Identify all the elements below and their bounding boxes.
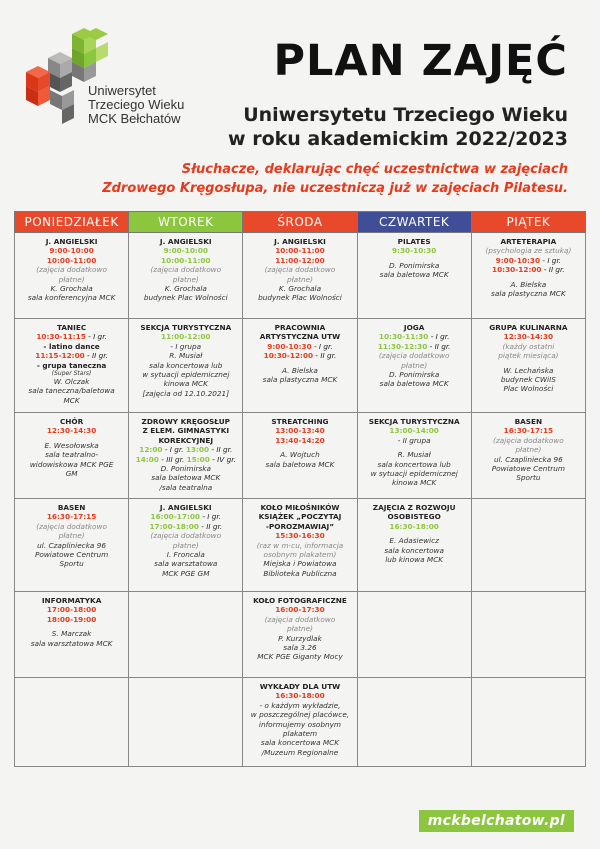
empty-cell — [129, 592, 243, 678]
class-cell — [471, 413, 585, 499]
class-time-line — [139, 445, 232, 454]
class-title: CHÓR — [59, 417, 84, 426]
logo-text — [88, 84, 184, 126]
class-title: WYKŁADY DLA UTW — [259, 682, 341, 691]
class-note: (zajęcia dodatkowo — [150, 531, 222, 541]
class-title: ARTYSTYCZNA UTW — [259, 332, 341, 342]
class-location: sala koncertowa lub — [149, 360, 223, 370]
class-instructor: K. Grochala — [50, 284, 93, 294]
day-header-thursday: CZWARTEK — [357, 212, 471, 233]
class-location: Sportu — [516, 473, 541, 483]
class-title: INFORMATYKA — [41, 596, 102, 605]
class-time: 15:00 — [186, 454, 210, 464]
class-instructor: D. Ponimirska — [160, 464, 211, 474]
class-time: 10:30-12:00 — [263, 351, 314, 361]
class-group: - I gr. — [162, 445, 186, 455]
class-location: /Muzeum Regionalne — [261, 747, 339, 757]
class-title: ZDROWY KRĘGOSŁUP — [141, 417, 230, 426]
day-header-monday: PONIEDZIAŁEK — [15, 212, 129, 233]
class-group: - II gr. — [313, 351, 337, 361]
page-title: PLAN ZAJĘĆ — [273, 36, 568, 86]
class-location: sala taneczna/baletowa — [28, 386, 115, 396]
class-time: 12:30-14:30 — [503, 332, 554, 342]
class-group: - II grupa — [397, 435, 431, 445]
class-note: płatne) — [172, 274, 199, 284]
class-cell — [357, 413, 471, 499]
class-title: BASEN — [514, 417, 543, 426]
class-title: BASEN — [57, 503, 86, 512]
class-time-line — [267, 342, 332, 351]
class-time-line — [35, 351, 108, 360]
class-title: ARTETERAPIA — [500, 237, 557, 246]
class-location: budynek Plac Wolności — [258, 293, 342, 303]
class-location: sala baletowa MCK — [379, 270, 449, 280]
class-location: lub kinowa MCK — [385, 555, 444, 565]
class-group: - I gr. — [311, 341, 333, 351]
class-location: sala koncertowa — [384, 545, 444, 555]
class-time: 9:00-10:00 — [163, 246, 208, 256]
class-time: 16:30-18:00 — [275, 691, 325, 701]
class-note: (zajęcia dodatkowo — [36, 521, 107, 531]
class-time-line — [264, 351, 337, 360]
class-note: płatne) — [58, 274, 85, 284]
class-instructor: E. Adasiewicz — [389, 536, 439, 546]
class-instructor: A. Wojtuch — [280, 450, 320, 460]
class-location: w sytuacji epidemicznej — [142, 370, 230, 380]
class-instructor: P. Kurzydlak — [278, 633, 322, 643]
class-location: sala baletowa MCK — [265, 459, 335, 469]
class-cell — [243, 499, 357, 592]
table-row — [15, 678, 586, 767]
class-cell — [243, 678, 357, 767]
class-time-line — [36, 332, 107, 341]
class-title: KOREKCYJNEJ — [158, 435, 214, 445]
class-instructor: R. Musiał — [397, 450, 431, 460]
class-note: płatne) — [286, 624, 313, 634]
class-title: J. ANGIELSKI — [159, 237, 212, 246]
class-time: 9:30-10:30 — [391, 246, 437, 256]
class-location: ul. Czaplinieckа 96 — [37, 540, 107, 550]
class-note: osobnym plakatem) — [263, 550, 337, 560]
class-instructor: S. Marczak — [51, 629, 92, 639]
class-location: GM — [65, 469, 78, 479]
empty-cell — [471, 678, 585, 767]
class-location: sala 3.26 — [283, 643, 317, 653]
empty-cell — [129, 678, 243, 767]
class-group: - II gr. — [427, 341, 451, 351]
class-location: sala koncertowa MCK — [260, 738, 340, 748]
class-cell — [357, 499, 471, 592]
class-note: płatne) — [515, 445, 542, 455]
class-location: sala koncertowa lub — [377, 459, 451, 469]
class-time-line — [492, 265, 565, 274]
subtitle — [228, 103, 568, 151]
class-cell — [15, 413, 129, 499]
class-note: - o każdym wykładzie, — [259, 700, 341, 710]
class-cell — [129, 499, 243, 592]
class-time: 11:15-12:00 — [35, 351, 85, 361]
class-subtitle: - grupa taneczna — [36, 360, 107, 370]
class-title: J. ANGIELSKI — [45, 237, 98, 246]
class-location: kinowa MCK — [392, 478, 437, 488]
class-note: płatne) — [172, 540, 199, 550]
class-cell — [129, 413, 243, 499]
class-time: 16:30-17:15 — [503, 426, 554, 436]
class-instructor: W. Olczak — [53, 377, 90, 387]
class-title: TANIEC — [56, 323, 87, 332]
logo-line-3: MCK Bełchatów — [88, 111, 181, 126]
class-time: 13:40-14:20 — [275, 435, 325, 445]
class-note: (Super Stars) — [51, 370, 92, 378]
class-title: -POROZMAWIAJ” — [265, 521, 335, 531]
class-time: 16:30-17:15 — [46, 512, 97, 522]
class-group: - II gr. — [198, 521, 223, 531]
day-header-tuesday: WTOREK — [129, 212, 243, 233]
class-title: PILATES — [397, 237, 431, 246]
class-time-line — [379, 332, 450, 341]
class-group: - I gr. — [85, 332, 107, 342]
class-title: STREATCHING — [271, 417, 329, 426]
class-note: (zajęcia dodatkowo — [150, 265, 222, 275]
class-cell — [15, 499, 129, 592]
class-location: Biblioteka Publiczna — [263, 568, 337, 578]
class-title: SEKCJA TURYSTYCZNA — [140, 323, 232, 332]
class-location: sala plastyczna MCK — [491, 289, 566, 299]
class-title: J. ANGIELSKI — [159, 503, 212, 512]
class-subtitle: - latino dance — [43, 341, 100, 351]
class-note: informujemy osobnym — [258, 719, 342, 729]
class-time: 11:30-12:30 — [377, 341, 428, 351]
class-note: [zajęcia od 12.10.2021] — [142, 388, 230, 398]
class-cell — [15, 233, 129, 319]
class-cell — [129, 319, 243, 413]
day-header-friday: PIĄTEK — [471, 212, 585, 233]
class-note: w poszczególnej placówce, — [250, 710, 350, 720]
class-time: 10:00-11:00 — [46, 255, 97, 265]
class-location: sala baletowa MCK — [379, 379, 449, 389]
class-time: 12:00 — [139, 445, 163, 455]
class-location: Powiatowe Centrum — [491, 464, 565, 474]
class-time: 17:00-18:00 — [46, 605, 97, 615]
class-note: (zajęcia dodatkowo — [264, 614, 336, 624]
class-instructor: A. Bielska — [282, 365, 318, 375]
class-time: 9:00-10:00 — [49, 246, 94, 256]
class-instructor: I. Froncala — [166, 550, 205, 560]
class-group: - II gr. — [209, 445, 233, 455]
class-time: 9:00-10:30 — [267, 341, 312, 351]
logo-line-1: Uniwersytet — [88, 83, 156, 98]
notice-line-1: Słuchacze, deklarując chęć uczestnictwa w zajęciach — [181, 162, 568, 177]
class-title: PRACOWNIA — [274, 323, 326, 332]
class-time: 16:30-18:00 — [389, 521, 439, 531]
class-time-line — [496, 256, 561, 265]
empty-cell — [471, 499, 585, 592]
class-title: Z ELEM. GIMNASTYKI — [142, 426, 230, 436]
subtitle-line-1: Uniwersytetu Trzeciego Wieku — [243, 104, 568, 126]
empty-cell — [15, 678, 129, 767]
class-location: kinowa MCK — [163, 379, 208, 389]
class-title: KOŁO FOTOGRAFICZNE — [253, 596, 347, 605]
class-location: sala teatralno- — [45, 450, 99, 460]
notice — [102, 160, 568, 198]
class-time: 9:00-10:30 — [495, 255, 541, 265]
class-cell — [357, 233, 471, 319]
class-instructor: D. Ponimirska — [388, 260, 440, 270]
class-location: Sportu — [59, 559, 84, 569]
class-cell — [357, 319, 471, 413]
class-cell — [15, 592, 129, 678]
class-cell — [243, 592, 357, 678]
class-location: budynek Plac Wolności — [143, 293, 228, 303]
header-row — [15, 212, 586, 233]
table-row — [15, 233, 586, 319]
class-location: MCK — [63, 395, 80, 405]
class-title: J. ANGIELSKI — [274, 237, 326, 246]
class-time-line — [378, 342, 451, 351]
class-title: JOGA — [403, 323, 425, 332]
class-time-line — [136, 455, 236, 464]
class-title: GRUPA KULINARNA — [489, 323, 568, 332]
class-title: KOŁO MIŁOŚNIKÓW — [260, 503, 340, 512]
class-instructor: K. Grochala — [278, 284, 322, 294]
class-time-line — [149, 522, 222, 531]
class-note: (zajęcia dodatkowo — [378, 351, 450, 361]
class-group: - I grupa — [170, 341, 202, 351]
class-note: (każdy ostatni — [502, 341, 555, 351]
class-time: 10:00-11:00 — [275, 246, 325, 256]
class-note: (zajęcia dodatkowo — [264, 265, 336, 275]
class-time: 13:00 — [185, 445, 210, 455]
class-time: 16:00-17:00 — [150, 512, 200, 522]
table-row — [15, 319, 586, 413]
subtitle-line-2: w roku akademickim 2022/2023 — [228, 128, 568, 150]
schedule-table — [14, 211, 586, 767]
class-location: widowiskowa MCK PGE — [29, 459, 114, 469]
class-group: - III gr. — [158, 454, 187, 464]
class-location: Miejska i Powiatowa — [263, 559, 337, 569]
class-location: w sytuacji epidemicznej — [370, 469, 458, 479]
class-location: ul. Czaplinieckа 96 — [493, 454, 563, 464]
class-time: 13:00-14:00 — [389, 426, 439, 436]
class-note: (raz w m-cu, informacja — [256, 540, 344, 550]
class-cell — [15, 319, 129, 413]
class-location: MCK PGE GM — [162, 568, 210, 578]
class-group: - I gr. — [428, 332, 450, 342]
class-cell — [129, 233, 243, 319]
class-note: płatne) — [401, 360, 428, 370]
class-cell — [471, 233, 585, 319]
class-cell — [243, 319, 357, 413]
class-location: budynek CWiIS — [500, 375, 556, 385]
class-time: 13:00-13:40 — [275, 426, 325, 436]
class-time-line — [151, 512, 222, 521]
class-instructor: D. Ponimirska — [388, 370, 440, 380]
class-location: sala warsztatowa MCK — [30, 638, 113, 648]
class-time: 14:00 — [135, 454, 159, 464]
class-group: - I gr. — [540, 255, 562, 265]
website-link[interactable]: mckbelchatow.pl — [419, 810, 574, 832]
class-group: - IV gr. — [209, 454, 236, 464]
empty-cell — [471, 592, 585, 678]
class-time: 11:00-12:00 — [275, 255, 325, 265]
class-note: (psychologia ze sztuką) — [485, 246, 572, 256]
table-row — [15, 499, 586, 592]
class-location: sala warsztatowa — [154, 559, 218, 569]
class-cell — [243, 413, 357, 499]
class-note: (zajęcia dodatkowo — [36, 265, 107, 275]
class-note: płatne) — [58, 531, 85, 541]
class-note: (zajęcia dodatkowo — [493, 435, 564, 445]
class-cell — [243, 233, 357, 319]
class-location: /sala teatralna — [159, 482, 213, 492]
class-title: KSIĄŻEK „POCZYTAJ — [258, 512, 342, 522]
logo-line-2: Trzeciego Wieku — [88, 97, 185, 112]
class-title: SEKCJA TURYSTYCZNA — [368, 417, 460, 426]
class-note: płatne) — [286, 274, 313, 284]
notice-line-2: Zdrowego Kręgosłupa, nie uczestniczą już w zajęciach Pilatesu. — [102, 181, 568, 196]
empty-cell — [357, 678, 471, 767]
class-time: 12:30-14:30 — [46, 426, 97, 436]
class-location: Powiatowe Centrum — [34, 550, 109, 560]
class-time: 11:00-12:00 — [161, 332, 211, 342]
class-time: 10:30-11:30 — [378, 332, 429, 342]
class-instructor: A. Bielska — [510, 279, 547, 289]
class-group: - II gr. — [84, 351, 108, 361]
class-time: 10:30-12:00 — [492, 265, 542, 275]
empty-cell — [357, 592, 471, 678]
class-time: 18:00-19:00 — [46, 614, 97, 624]
table-row — [15, 592, 586, 678]
class-time: 15:30-16:30 — [275, 531, 325, 541]
class-location: MCK PGE Giganty Mocy — [257, 652, 343, 662]
class-note: plakatem — [282, 729, 318, 739]
class-location: Plac Wolności — [503, 384, 554, 394]
class-cell — [471, 319, 585, 413]
class-title: OSOBISTEGO — [387, 512, 441, 522]
class-time: 16:00-17:30 — [275, 605, 325, 615]
class-time: 17:00-18:00 — [149, 521, 199, 531]
class-instructor: E. Wesołowska — [44, 440, 99, 450]
class-group: - II gr. — [541, 265, 565, 275]
class-instructor: R. Musiał — [169, 351, 203, 361]
day-header-wednesday: ŚRODA — [243, 212, 357, 233]
class-instructor: K. Grochala — [164, 284, 207, 294]
class-group: - I gr. — [200, 512, 222, 522]
class-location: sala konferencyjna MCK — [27, 293, 116, 303]
table-row — [15, 413, 586, 499]
class-time: 10:00-11:00 — [161, 255, 211, 265]
class-location: sala plastyczna MCK — [262, 375, 338, 385]
class-title: ZAJĘCIA Z ROZWOJU — [372, 503, 456, 512]
class-location: sala baletowa MCK — [151, 473, 221, 483]
class-time: 10:30-11:15 — [36, 332, 86, 342]
class-instructor: W. Lechańska — [503, 365, 554, 375]
class-note: piątek miesiąca) — [498, 351, 559, 361]
